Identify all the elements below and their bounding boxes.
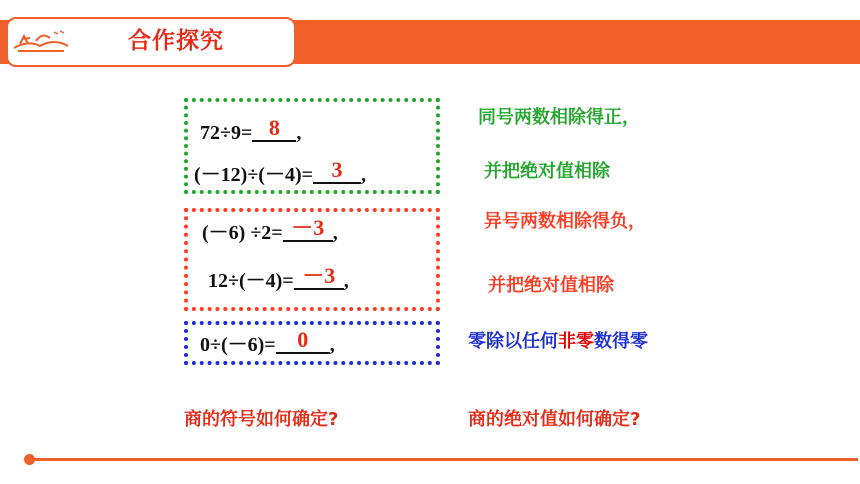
equation-neg12-div-neg4: (－12)÷(－4)= 3 , <box>194 157 367 186</box>
same-sign-rule: 同号两数相除得正， <box>478 107 640 128</box>
equation-neg6-div-2: (－6) ÷2= －3 , <box>202 215 338 244</box>
equation-12-div-neg4: 12÷(－4)= －3 , <box>208 263 349 292</box>
equation-72-div-9: 72÷9= 8 , <box>200 115 302 144</box>
answer-blank: 3 <box>313 162 361 184</box>
different-sign-abs-rule: 并把绝对值相除 <box>488 275 614 296</box>
equation-0-div-neg6: 0÷(－6)= 0 , <box>200 327 335 356</box>
landscape-logo-icon <box>10 26 72 56</box>
different-sign-rule: 异号两数相除得负， <box>484 211 646 232</box>
same-sign-abs-rule: 并把绝对值相除 <box>484 161 610 182</box>
answer-blank: 0 <box>276 332 330 354</box>
answer-blank: －3 <box>294 268 344 290</box>
question-sign: 商的符号如何确定? <box>184 409 339 430</box>
answer-blank: －3 <box>283 220 333 242</box>
zero-rule: 零除以任何非零数得零 <box>468 331 648 352</box>
footer-dot <box>24 454 35 465</box>
page-title: 合作探究 <box>128 28 224 54</box>
question-abs: 商的绝对值如何确定? <box>468 409 641 430</box>
answer-blank: 8 <box>252 120 296 142</box>
footer-line <box>28 458 858 461</box>
